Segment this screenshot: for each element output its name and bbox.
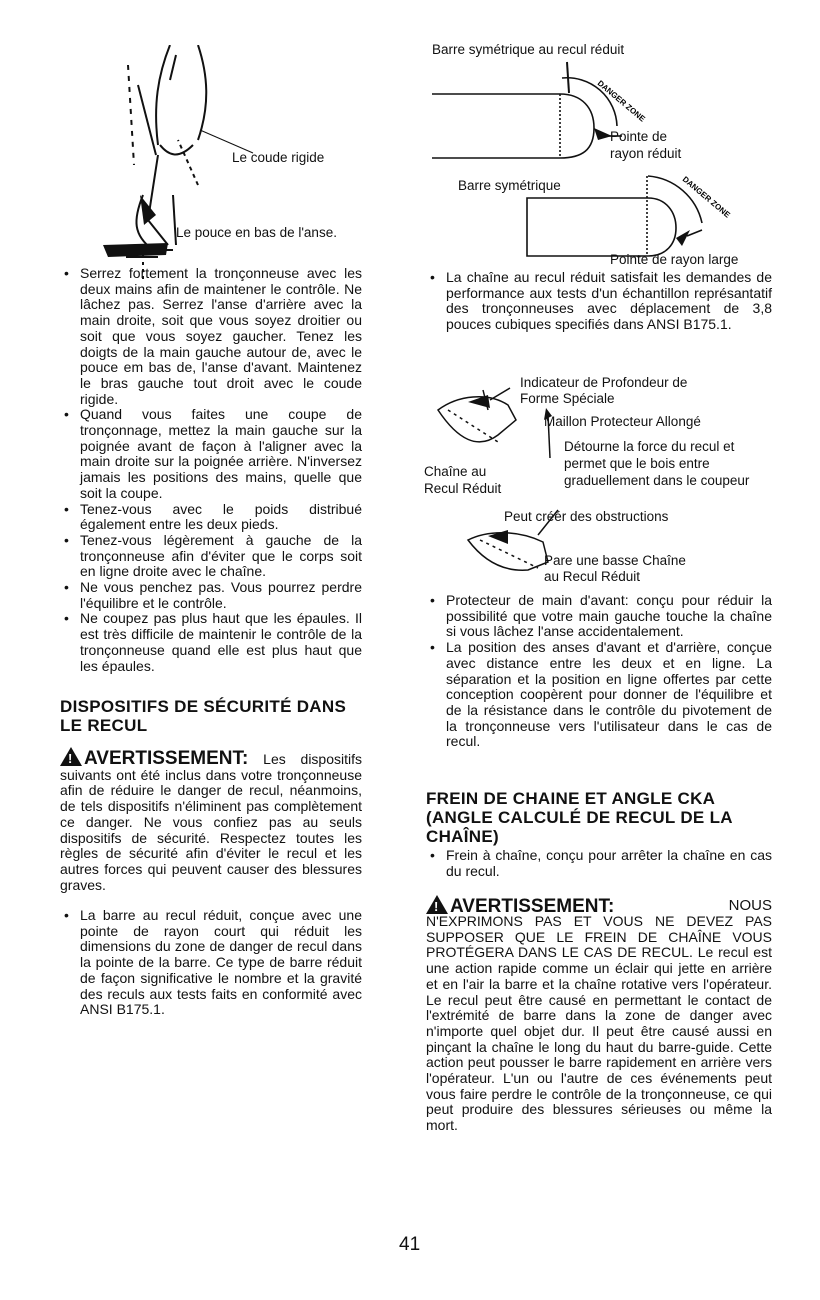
section-heading-chain-brake: FREIN DE CHAINE ET ANGLE CKA (ANGLE CALCULÉ DE RECUL DE LA CHAÎNE) <box>426 789 733 846</box>
warning-word: AVERTISSEMENT: <box>84 748 249 769</box>
reduced-kickback-bar-bullet <box>58 908 362 1018</box>
list-item: • Frein à chaîne, conçu pour arrêter la chaîne en cas du recul. <box>424 848 772 879</box>
coude-pointer-line <box>198 128 258 158</box>
warning-triangle-icon <box>426 895 448 914</box>
danger-zone-text-2: DANGER ZONE <box>680 174 732 220</box>
chain-brake-bullet <box>424 848 772 879</box>
warning-text: Les dispositifs suivants ont été inclus dans votre tronçonneuse afin de réduire le danger de recul, néanmoins, de tels dispositifs n'éliminent pas complètement ce danger. Ne vous confiez pas au seuls dispositifs de sécurité. Respectez toutes les règles de sécurité afin d'éviter le recul et les autres forces qui peuvent causer des blessures graves. <box>60 751 363 893</box>
maillon-label: Maillon Protecteur Allongé <box>544 414 701 429</box>
page-number: 41 <box>399 1234 421 1255</box>
obstructions-label: Peut créér des obstructions <box>504 509 669 524</box>
danger-zone-text: DANGER ZONE <box>595 78 647 124</box>
figure-label-pouce: Le pouce en bas de l'anse. <box>176 225 337 240</box>
list-item: • Tenez-vous avec le poids distribué également entre les deux pieds. <box>58 502 362 533</box>
list-item: • Quand vous faites une coupe de tronçonnage, mettez la main gauche sur la poignée avant de façon à l'aligner avec la main droite sur la poignée arrière. N'inversez jamais les positions des mains, quelle que soit la coupe. <box>58 407 362 501</box>
operator-grip-illustration <box>98 45 228 280</box>
warning-word: AVERTISSEMENT: <box>450 896 615 917</box>
small-tip-label: Pointe de rayon réduit <box>610 129 682 161</box>
list-item: • Serrez fortement la tronçonneuse avec les deux mains afin de maintener le contrôle. Ne lâchez pas. Serrez l'anse d'arrière avec la main droite, soit que vous soyez droitier ou soit que vous soyez gaucher. Tenez les doigts de la main gauche autour de, avec le pouce em bas de, l'anse d'avant. Maintenez le bras gauche tout droit avec le coude rigide. <box>58 266 362 407</box>
list-item: • Tenez-vous légèrement à gauche de la tronçonneuse afin d'éviter que le corps soit en ligne droite avec le chaîne. <box>58 533 362 580</box>
left-bullet-list <box>58 266 362 674</box>
pare-label: Pare une basse Chaîne au Recul Réduit <box>544 553 686 584</box>
list-item: • Protecteur de main d'avant: conçu pour réduir la possibilité que votre main gauche touche la chaîne si vous lâchez l'anse accidentalement. <box>424 593 772 640</box>
figure-label-coude: Le coude rigide <box>232 150 325 165</box>
warning-block-1 <box>60 747 362 893</box>
warning-triangle-icon <box>60 747 82 766</box>
list-item: • La chaîne au recul réduit satisfait les demandes de performance aux tests d'un échantillon représantatif des tronçonneuses avec déplacement de 3,8 pouces cubiques specifiés dans ANSI B175.1. <box>424 270 772 333</box>
warning-text-2: N'EXPRIMONS PAS ET VOUS NE DEVEZ PAS SUPPOSER QUE LE FREIN DE CHAÎNE VOUS PROTÉGERA DANS LE CAS DE RECUL. Le recul est une action rapide comme un éclair qui jette en arrière et en l'air la barre et la chaîne rotative vers l'opérateur. Le recul peut être causé en permettant le contact de l'extrémité de barre dans la zone de danger avec n'importe quel objet dur. Il peut être causé aussi en pinçant la chaîne le long du haut du barre-guide. Cette action peut pousser le barre rapidement en arrière vers l'opérateur. L'un ou l'autre de ces événements peut vous faire perdre le contrôle de la tronçonneuse, ce qui peut produire des blessures sérieuses ou même la mort. <box>426 913 772 1134</box>
guide-bar-illustration <box>432 58 772 258</box>
symmetric-bar-label: Barre symétrique <box>458 178 561 193</box>
bar-figure-top-label: Barre symétrique au recul réduit <box>432 42 625 57</box>
depth-gauge-label: Indicateur de Profondeur de Forme Spéciale <box>520 375 688 406</box>
list-item: • La barre au recul réduit, conçue avec une pointe de rayon court qui réduit les dimensions du zone de danger de recul dans la pointe de la barre. Ce type de barre réduit de façon significative le nombre et la gravité des reculs aux tests faits en conformité avec ANSI B175.1. <box>58 908 362 1018</box>
chain-recul-label: Chaîne au Recul Réduit <box>424 464 502 496</box>
detourne-label: Détourne la force du recul et permet que le bois entre graduellement dans le coupeur <box>564 439 750 488</box>
section-heading-safety: DISPOSITIFS DE SÉCURITÉ DANS LE RECUL <box>60 697 347 735</box>
list-item: • La position des anses d'avant et d'arrière, conçue avec distance entre les deux et en ligne. La séparation et la position en ligne offertes par cette conception coopèrent pour donner de l'équilibre et de la résistance dans le contrôle du pivotement de la tronçonneuse vers l'utilisateur dans le cas de recul. <box>424 640 772 750</box>
low-kickback-chain-bullet <box>424 270 772 333</box>
right-bullet-list-2 <box>424 593 772 750</box>
warning-tail: NOUS <box>728 897 772 914</box>
list-item: • Ne coupez pas plus haut que les épaules. Il est très difficile de maintenir le contrôle de la tronçonneuse quand elle est plus haut que les épaules. <box>58 611 362 674</box>
large-tip-label: Pointe de rayon large <box>610 252 739 267</box>
list-item: • Ne vous penchez pas. Vous pourrez perdre l'équilibre et le contrôle. <box>58 580 362 611</box>
